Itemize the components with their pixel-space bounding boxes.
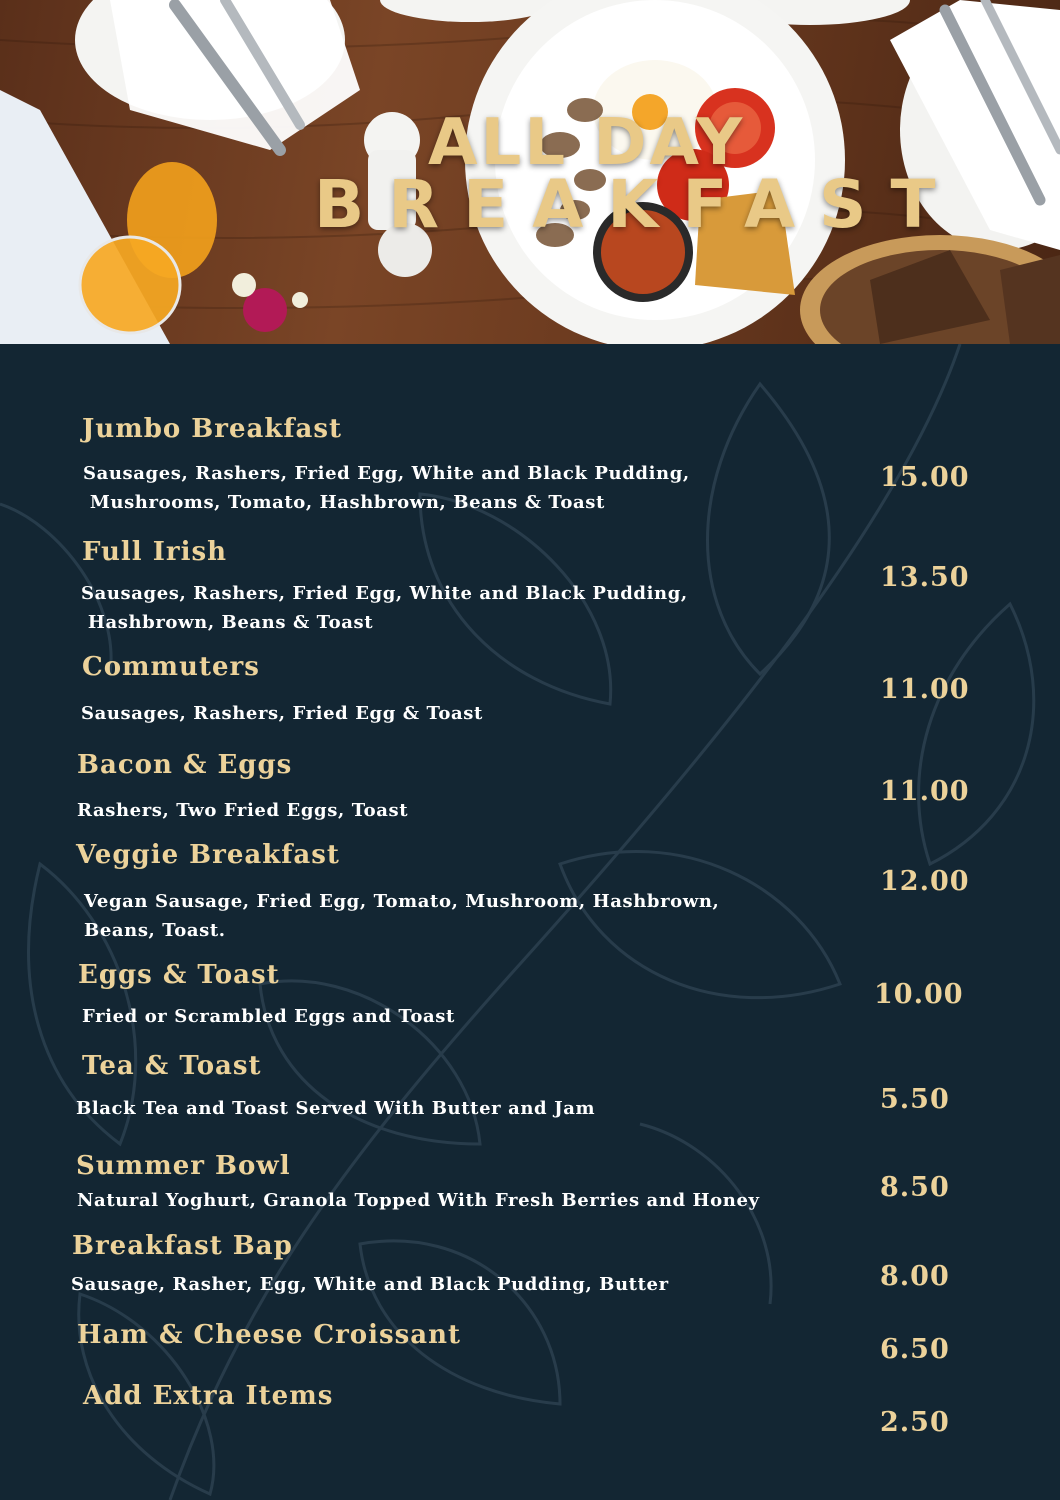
menu-item-price: 5.50 xyxy=(880,1084,950,1115)
menu-item-price: 8.50 xyxy=(880,1172,950,1203)
menu-item-description: Sausage, Rasher, Egg, White and Black Pudding, Butter xyxy=(71,1274,669,1295)
menu-item-name: Add Extra Items xyxy=(83,1381,334,1411)
menu-item-name: Summer Bowl xyxy=(76,1151,291,1181)
menu-item-description: Sausages, Rashers, Fried Egg & Toast xyxy=(81,703,483,724)
menu-item-price: 13.50 xyxy=(880,562,970,593)
menu-item-description: Black Tea and Toast Served With Butter and Jam xyxy=(76,1098,596,1119)
menu-item-name: Ham & Cheese Croissant xyxy=(77,1320,462,1350)
menu-item-price: 8.00 xyxy=(880,1261,950,1292)
menu-item-description: Rashers, Two Fried Eggs, Toast xyxy=(77,800,409,821)
menu-item-price: 11.00 xyxy=(880,674,970,705)
page-title-line1: ALL DAY xyxy=(428,106,746,180)
menu-item-name: Full Irish xyxy=(82,537,227,567)
menu-item-price: 10.00 xyxy=(874,979,964,1010)
menu-item-name: Bacon & Eggs xyxy=(77,750,293,780)
header-photo xyxy=(0,0,1060,344)
menu-item-name: Tea & Toast xyxy=(82,1051,262,1081)
menu-item-description: Sausages, Rashers, Fried Egg, White and Black Pudding, Mushrooms, Tomato, Hashbrown, Beans & Toast xyxy=(83,463,690,513)
page-title-line2: BREAKFAST xyxy=(314,166,960,243)
menu-item-price: 11.00 xyxy=(880,776,970,807)
menu-item-price: 6.50 xyxy=(880,1334,950,1365)
menu-panel xyxy=(0,344,1060,1500)
menu-item-price: 12.00 xyxy=(880,866,970,897)
menu-item-price: 2.50 xyxy=(880,1407,950,1438)
menu-item-price: 15.00 xyxy=(880,462,970,493)
menu-item-description: Vegan Sausage, Fried Egg, Tomato, Mushroom, Hashbrown, Beans, Toast. xyxy=(84,891,720,941)
menu-item-name: Jumbo Breakfast xyxy=(82,414,343,444)
menu-item-name: Breakfast Bap xyxy=(72,1231,293,1261)
menu-item-name: Eggs & Toast xyxy=(78,960,280,990)
menu-item-description: Fried or Scrambled Eggs and Toast xyxy=(82,1006,455,1027)
menu-item-name: Commuters xyxy=(82,652,260,682)
menu-item-description: Sausages, Rashers, Fried Egg, White and Black Pudding, Hashbrown, Beans & Toast xyxy=(81,583,688,633)
menu-item-name: Veggie Breakfast xyxy=(76,840,340,870)
menu-item-description: Natural Yoghurt, Granola Topped With Fresh Berries and Honey xyxy=(77,1190,760,1211)
